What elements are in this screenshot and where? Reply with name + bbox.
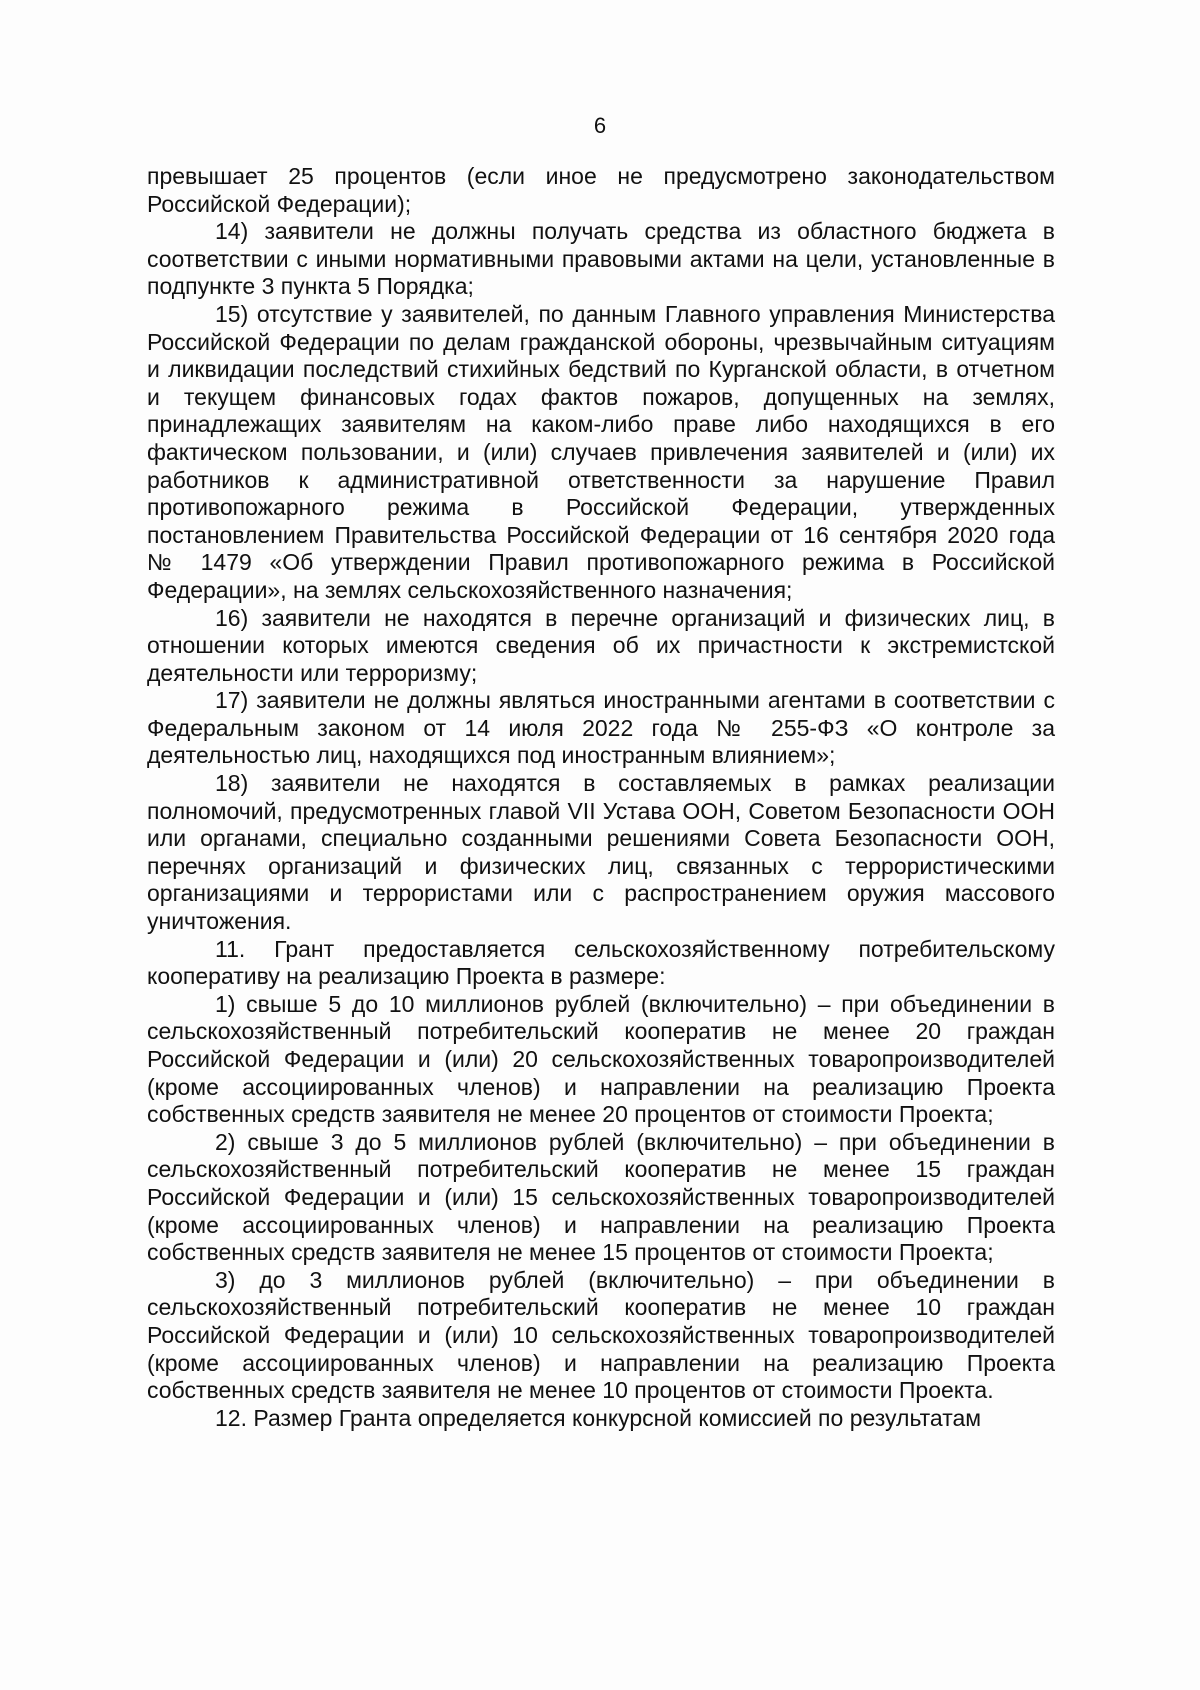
paragraph-subitem-3: 3) до 3 миллионов рублей (включительно) – при объединении в сельскохозяйственный потребительский кооператив не менее 10 граждан Российской Федерации и (или) 10 сельскохозяйственных товаропроизводителей (кроме ассоциированных членов) и направлении на реализацию Проекта собственных средств заявителя не менее 10 процентов от стоимости Проекта.: [147, 1266, 1055, 1404]
paragraph-subitem-1: 1) свыше 5 до 10 миллионов рублей (включительно) – при объединении в сельскохозяйственный потребительский кооператив не менее 20 граждан Российской Федерации и (или) 20 сельскохозяйственных товаропроизводителей (кроме ассоциированных членов) и направлении на реализацию Проекта собственных средств заявителя не менее 20 процентов от стоимости Проекта;: [147, 990, 1055, 1128]
paragraph-item-15: 15) отсутствие у заявителей, по данным Главного управления Министерства Российской Федерации по делам гражданской обороны, чрезвычайным ситуациям и ликвидации последствий стихийных бедствий по Курганской области, в отчетном и текущем финансовых годах фактов пожаров, допущенных на землях, принадлежащих заявителям на каком-либо праве либо находящихся в его фактическом пользовании, и (или) случаев привлечения заявителей и (или) их работников к административной ответственности за нарушение Правил противопожарного режима в Российской Федерации, утвержденных постановлением Правительства Российской Федерации от 16 сентября 2020 года № 1479 «Об утверждении Правил противопожарного режима в Российской Федерации», на землях сельскохозяйственного назначения;: [147, 300, 1055, 603]
page-number: 6: [593, 113, 607, 138]
paragraph-item-14: 14) заявители не должны получать средства из областного бюджета в соответствии с иными нормативными правовыми актами на цели, установленные в подпункте 3 пункта 5 Порядка;: [147, 218, 1055, 300]
paragraph-continuation: превышает 25 процентов (если иное не предусмотрено законодательством Российской Федерации);: [147, 163, 1055, 217]
paragraph-item-18: 18) заявители не находятся в составляемых в рамках реализации полномочий, предусмотренных главой VII Устава ООН, Советом Безопасности ООН или органами, специально созданными решениями Совета Безопасности ООН, перечнях организаций и физических лиц, связанных с террористическими организациями и террористами или с распространением оружия массового уничтожения.: [147, 770, 1055, 935]
paragraph-section-12: 12. Размер Гранта определяется конкурсной комиссией по результатам: [215, 1404, 982, 1431]
paragraph-subitem-2: 2) свыше 3 до 5 миллионов рублей (включительно) – при объединении в сельскохозяйственный потребительский кооператив не менее 15 граждан Российской Федерации и (или) 15 сельскохозяйственных товаропроизводителей (кроме ассоциированных членов) и направлении на реализацию Проекта собственных средств заявителя не менее 15 процентов от стоимости Проекта;: [147, 1128, 1055, 1266]
paragraph-item-16: 16) заявители не находятся в перечне организаций и физических лиц, в отношении которых имеются сведения об их причастности к экстремистской деятельности или терроризму;: [147, 604, 1055, 686]
document-body: [147, 163, 1055, 1432]
paragraph-item-17: 17) заявители не должны являться иностранными агентами в соответствии с Федеральным законом от 14 июля 2022 года № 255-ФЗ «О контроле за деятельностью лиц, находящихся под иностранным влиянием»;: [147, 687, 1055, 769]
paragraph-section-11: 11. Грант предоставляется сельскохозяйственному потребительскому кооперативу на реализацию Проекта в размере:: [147, 935, 1055, 990]
